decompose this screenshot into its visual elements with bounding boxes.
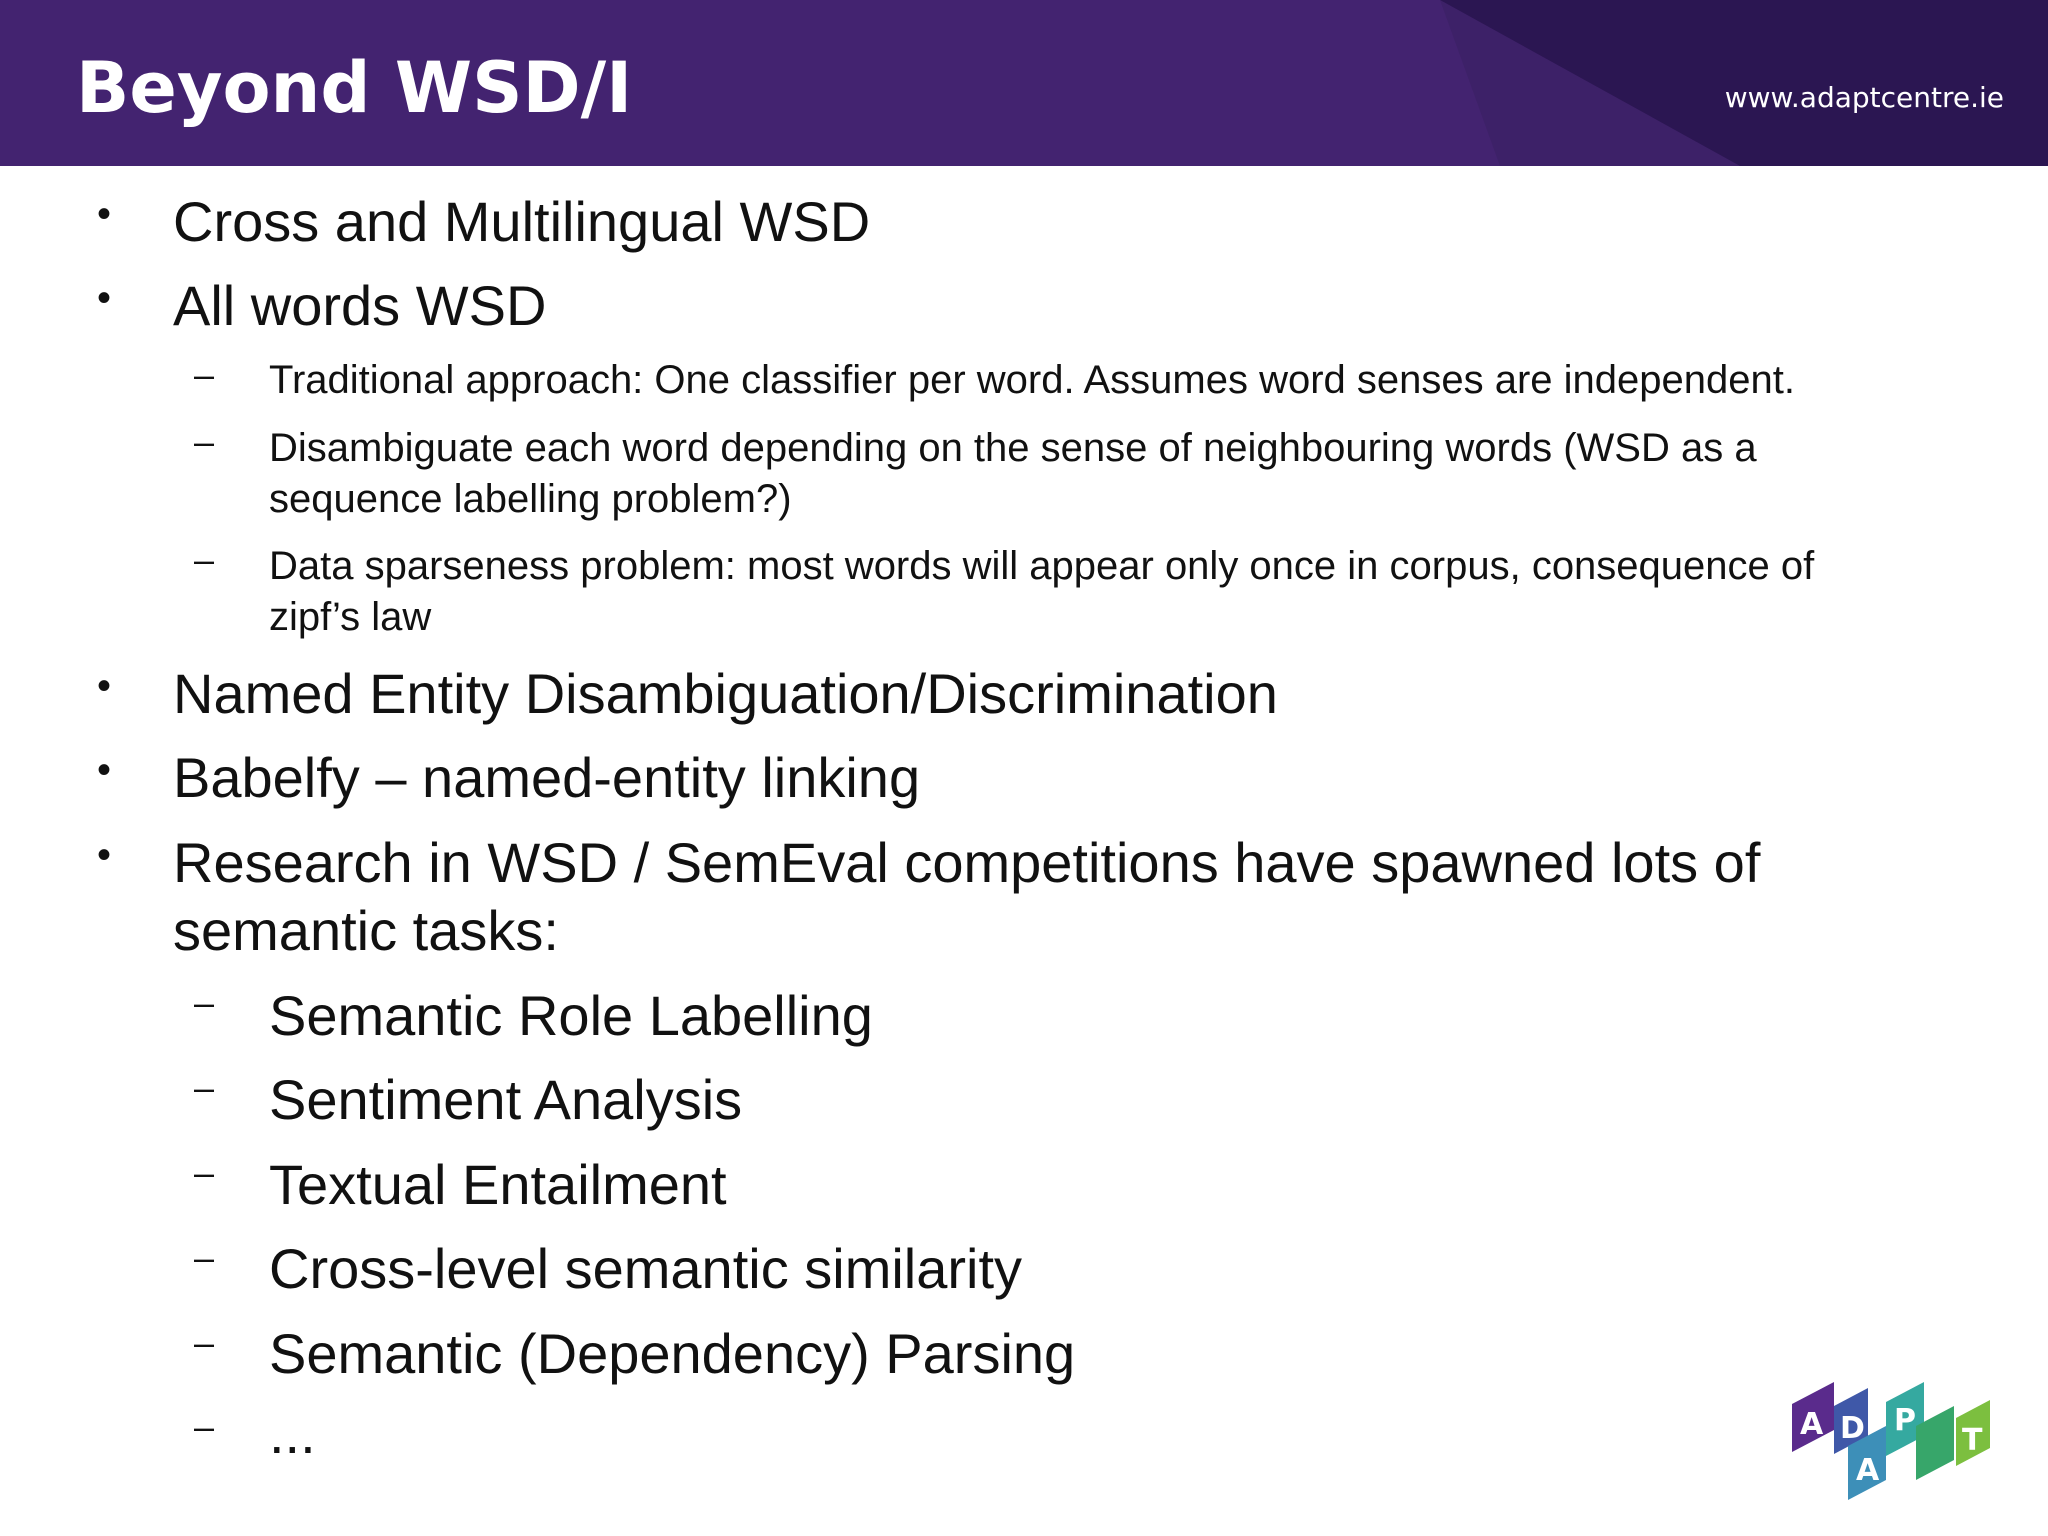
adapt-logo-icon bbox=[1786, 1368, 2006, 1500]
task-item: Textual Entailment bbox=[269, 1153, 727, 1216]
bullet-cross-multilingual: Cross and Multilingual WSD bbox=[173, 190, 871, 253]
logo-letter: T bbox=[1962, 1423, 1983, 1458]
subbullet-sparseness-line2: zipf’s law bbox=[269, 595, 432, 639]
subbullet-disambiguate-line1: Disambiguate each word depending on the sense of neighbouring words (WSD as a bbox=[269, 426, 1757, 470]
subbullet-sparseness-line1: Data sparseness problem: most words will appear only once in corpus, consequence of bbox=[269, 544, 1815, 588]
bullet-babelfy: Babelfy – named-entity linking bbox=[173, 746, 921, 809]
bullet-icon: • bbox=[97, 833, 112, 877]
bullet-all-words: All words WSD bbox=[173, 274, 547, 337]
dash-icon: – bbox=[194, 982, 215, 1023]
subbullet-traditional: Traditional approach: One classifier per word. Assumes word senses are independent. bbox=[269, 358, 1795, 402]
subbullet-disambiguate-line2: sequence labelling problem?) bbox=[269, 477, 792, 521]
bullet-icon: • bbox=[97, 748, 112, 792]
dash-icon: – bbox=[194, 539, 215, 580]
dash-icon: – bbox=[194, 1322, 215, 1363]
bullet-icon: • bbox=[97, 664, 112, 708]
dash-icon: – bbox=[194, 1237, 215, 1278]
bullet-research-line2: semantic tasks: bbox=[173, 899, 559, 962]
bullet-named-entity: Named Entity Disambiguation/Discrimination bbox=[173, 662, 1278, 725]
bullet-icon: • bbox=[97, 192, 112, 236]
task-item: Semantic Role Labelling bbox=[269, 984, 873, 1047]
task-item: Sentiment Analysis bbox=[269, 1068, 743, 1131]
task-item: Cross-level semantic similarity bbox=[269, 1237, 1023, 1300]
bullet-research-line1: Research in WSD / SemEval competitions have spawned lots of bbox=[173, 831, 1761, 894]
logo-letter: D bbox=[1840, 1411, 1865, 1446]
logo-letter: P bbox=[1894, 1403, 1916, 1438]
logo-letter: A bbox=[1856, 1453, 1880, 1488]
slide-title: Beyond WSD/I bbox=[76, 47, 633, 129]
logo-letter: A bbox=[1800, 1407, 1824, 1442]
dash-icon: – bbox=[194, 354, 215, 395]
website-url: www.adaptcentre.ie bbox=[1724, 81, 2004, 114]
dash-icon: – bbox=[194, 1067, 215, 1108]
task-item-ellipsis: ... bbox=[269, 1402, 316, 1465]
dash-icon: – bbox=[194, 1406, 215, 1447]
dash-icon: – bbox=[194, 421, 215, 462]
bullet-icon: • bbox=[97, 276, 112, 320]
dash-icon: – bbox=[194, 1152, 215, 1193]
task-item: Semantic (Dependency) Parsing bbox=[269, 1322, 1076, 1385]
